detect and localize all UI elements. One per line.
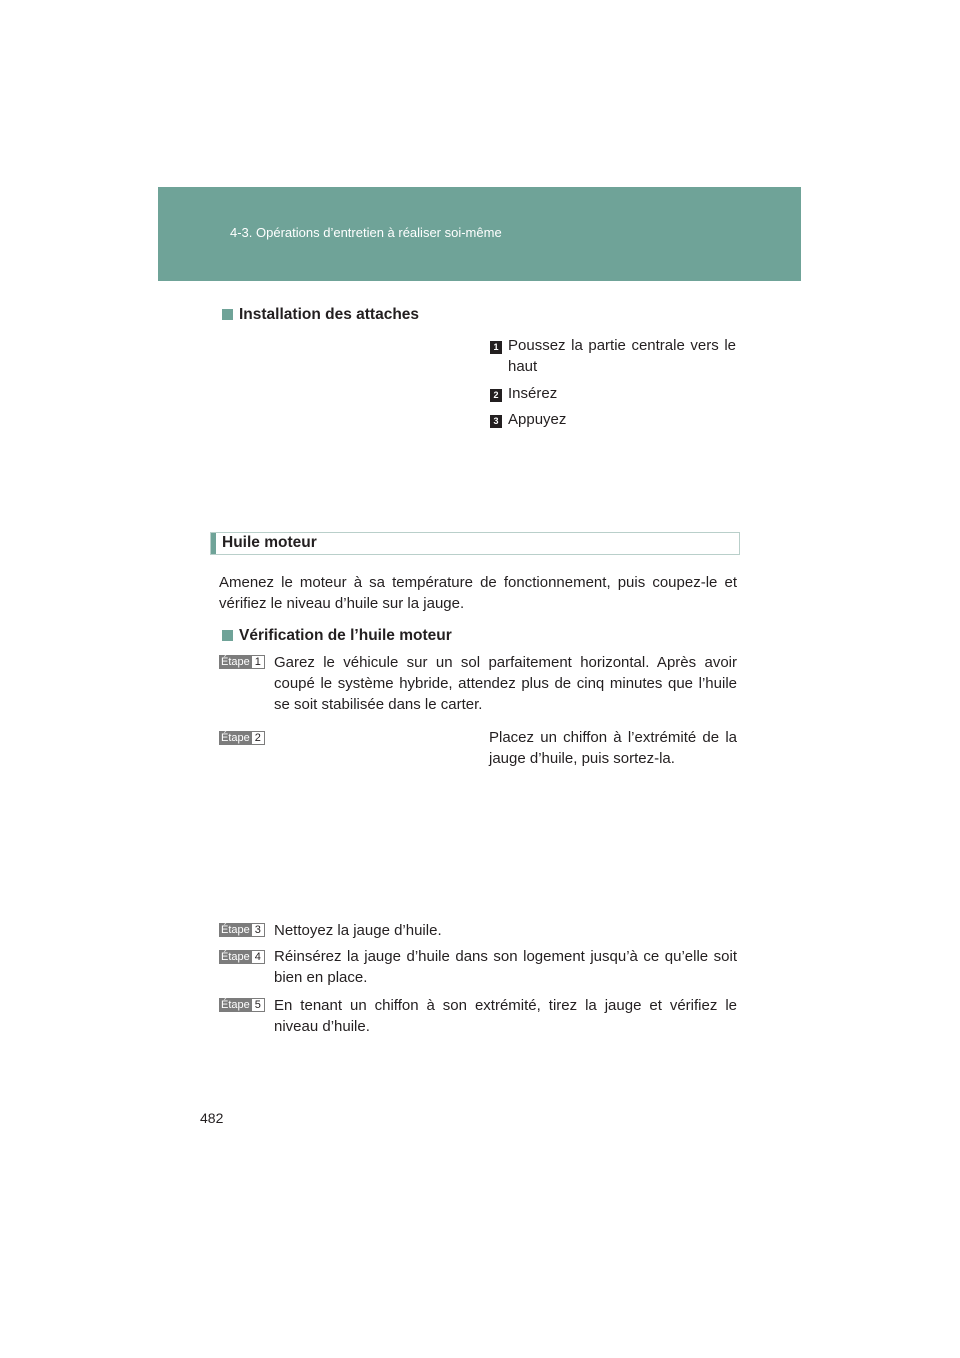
step-5-text: En tenant un chiffon à son extrémité, tirez la jauge et vérifiez le niveau d’huile.: [274, 997, 737, 1035]
step-label-text: Étape: [221, 924, 250, 936]
step-1-label: [219, 655, 265, 669]
attaches-step-3: Appuyez: [508, 411, 567, 428]
step-label-text: Étape: [221, 732, 250, 744]
verification-heading: [222, 627, 452, 645]
step-3-label: [219, 923, 265, 937]
callout-2-icon: 2: [490, 389, 502, 402]
section-accent: [211, 533, 216, 554]
step-number: 2: [252, 731, 265, 745]
step-label-text: Étape: [221, 999, 250, 1011]
page-header: [158, 187, 801, 281]
step-label-text: Étape: [221, 951, 250, 963]
step-1-text: Garez le véhicule sur un sol parfaitement horizontal. Après avoir coupé le système hybride, attendez plus de cinq minutes que l’huile se soit stabilisée dans le carter.: [274, 654, 737, 713]
step-number: 4: [252, 950, 265, 964]
attaches-step-1: Poussez la partie centrale vers le haut: [508, 337, 736, 375]
callout-1-icon: 1: [490, 341, 502, 354]
step-4-text: Réinsérez la jauge d’huile dans son logement jusqu’à ce qu’elle soit bien en place.: [274, 948, 737, 986]
step-4-label: [219, 950, 265, 964]
section-intro: Amenez le moteur à sa température de fonctionnement, puis coupez-le et vérifiez le niveau d’huile sur la jauge.: [219, 574, 737, 612]
attaches-heading-text: Installation des attaches: [239, 306, 420, 323]
step-3-text: Nettoyez la jauge d’huile.: [274, 922, 442, 939]
step-number: 1: [252, 655, 265, 669]
step-number: 3: [252, 923, 265, 937]
verification-heading-text: Vérification de l’huile moteur: [239, 627, 452, 644]
section-title: Huile moteur: [222, 534, 317, 551]
callout-3-icon: 3: [490, 415, 502, 428]
step-2-text: Placez un chiffon à l’extrémité de la jauge d’huile, puis sortez-la.: [489, 729, 737, 767]
square-bullet-icon: [222, 309, 233, 320]
step-label-text: Étape: [221, 656, 250, 668]
attaches-heading: [222, 306, 419, 324]
square-bullet-icon: [222, 630, 233, 641]
attaches-step-2: Insérez: [508, 385, 558, 402]
step-number: 5: [252, 998, 265, 1012]
section-bar-huile-moteur: [210, 532, 740, 555]
step-5-label: [219, 998, 265, 1012]
page-number: 482: [200, 1110, 224, 1126]
step-2-label: [219, 731, 265, 745]
chapter-title: 4-3. Opérations d’entretien à réaliser soi-même: [230, 225, 502, 240]
